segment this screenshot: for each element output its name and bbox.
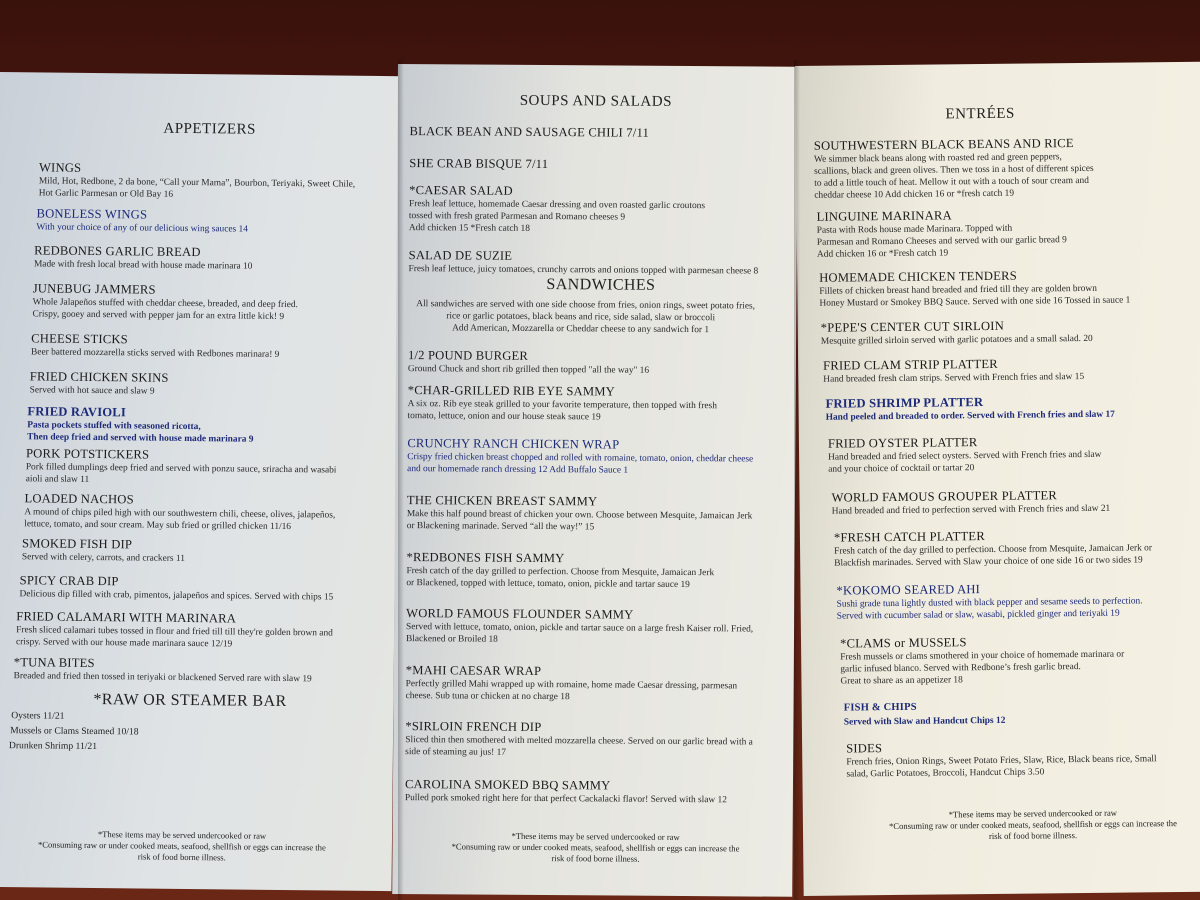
item-desc: Sushi grade tuna lightly dusted with black pepper and sesame seeds to perfection.: [836, 596, 1143, 610]
sandwiches-intro: Add American, Mozzarella or Cheddar cheese to any sandwich for 1: [452, 323, 710, 336]
raw-bar-title: *RAW OR STEAMER BAR: [93, 691, 287, 711]
item-desc: Add chicken 16 or *Fresh catch 19: [816, 248, 949, 260]
menu-item: [408, 347, 649, 377]
item-name: *CHAR-GRILLED RIB EYE SAMMY: [407, 383, 616, 399]
item-name: JUNEBUG JAMMERS: [32, 281, 156, 297]
item-desc: Delicious dip filled with crab, pimentos, jalapeños and spices. Served with chips 15: [19, 589, 334, 603]
item-desc: cheddar cheese 10 Add chicken 16 or *fresh catch 19: [814, 188, 1015, 201]
item-name: CRUNCHY RANCH CHICKEN WRAP: [407, 436, 620, 452]
item-desc: French fries, Onion Rings, Sweet Potato Fries, Slaw, Rice, Black beans rice, Small: [846, 754, 1157, 768]
footnote: [863, 807, 1200, 844]
item-desc: garlic infused blanco. Served with Redbone’s fresh garlic bread.: [840, 662, 1081, 675]
item-desc: and our homemade ranch dressing 12 Add Buffalo Sauce 1: [407, 464, 629, 476]
menu-item: [816, 206, 1066, 261]
item-desc: Pork filled dumplings deep fried and served with ponzu sauce, sriracha and wasabi: [25, 462, 337, 476]
footnote-line: *These items may be served undercooked or raw: [948, 807, 1117, 820]
item-desc: or Blackening marinade. Served “all the way!” 15: [406, 521, 595, 533]
item-desc: and your choice of cocktail or tartar 20: [828, 463, 975, 475]
item-desc: Served with hot sauce and slaw 9: [29, 385, 155, 397]
menu-item: [32, 280, 298, 323]
sandwiches-title: SANDWICHES: [546, 276, 656, 294]
menu-item: [408, 382, 718, 424]
item-desc: Great to share as an appetizer 18: [840, 675, 963, 687]
footnote: [410, 830, 780, 866]
menu-item: [406, 605, 753, 647]
item-desc: side of steaming au jus! 17: [405, 747, 506, 758]
item-desc: Made with fresh local bread with house made marinara 10: [33, 259, 253, 272]
item-desc: Served with Slaw and Handcut Chips 12: [843, 715, 1006, 728]
item-desc: Hand peeled and breaded to order. Served with French fries and slaw 17: [825, 409, 1115, 423]
item-name: SIDES: [846, 741, 883, 756]
footnote: [2, 828, 362, 865]
menu-item: [814, 135, 1094, 202]
item-desc: A mound of chips piled high with our southwestern chili, cheese, olives, jalapeños,: [24, 507, 336, 521]
menu-item: [14, 654, 312, 685]
item-desc: Fresh catch of the day grilled to perfection. Choose from Mesquite, Jamaican Jerk or: [834, 543, 1152, 557]
item-desc: Pasta pockets stuffed with seasoned ricotta,: [27, 420, 201, 433]
item-desc: Crispy fried chicken breast chopped and rolled with romaine, tomato, onion, cheddar cheese: [407, 452, 754, 465]
appetizers-title: APPETIZERS: [163, 120, 257, 138]
footnote-line: risk of food borne illness.: [988, 830, 1078, 842]
menu-item: [409, 155, 548, 172]
item-desc: Add chicken 15 *Fresh catch 18: [408, 223, 530, 234]
menu-item: [409, 247, 759, 277]
item-desc: A six oz. Rib eye steak grilled to your favorite temperature, then topped with fresh: [407, 399, 717, 412]
item-name: SHE CRAB BISQUE 7/11: [409, 156, 549, 172]
item-desc: Beer battered mozzarella sticks served with Redbones marinara! 9: [31, 347, 280, 360]
item-name: SMOKED FISH DIP: [21, 536, 133, 552]
menu-item: [840, 633, 1125, 688]
item-desc: scallions, black and green olives. Then we toss in a host of different spices: [814, 163, 1094, 177]
item-name: CHEESE STICKS: [31, 331, 128, 347]
soups-sandwiches-panel: [392, 64, 798, 897]
item-desc: Mild, Hot, Redbone, 2 da bone, “Call your Mama”, Bourbon, Teriyaki, Sweet Chile,: [38, 176, 356, 190]
menu-item: [834, 526, 1152, 569]
menu-item: [828, 433, 1102, 476]
footnote-line: *Consuming raw or under cooked meats, seafood, shellfish or eggs can increase the: [451, 841, 740, 854]
menu-item: [26, 445, 337, 488]
menu-item: [39, 159, 356, 202]
item-name: FRIED CALAMARI WITH MARINARA: [16, 609, 237, 626]
menu-item: [22, 535, 185, 565]
menu-item: [409, 123, 649, 141]
raw-bar-item: Oysters 11/21: [11, 710, 65, 722]
item-name: PORK POTSTICKERS: [25, 446, 150, 462]
item-name: BLACK BEAN AND SAUSAGE CHILI 7/11: [409, 124, 650, 140]
footnote-line: *Consuming raw or under cooked meats, seafood, shellfish or eggs can increase the: [37, 839, 326, 853]
menu-item: [844, 699, 1006, 729]
menu-item: [24, 490, 335, 533]
item-desc: Parmesan and Romano Cheeses and served with our garlic bread 9: [816, 235, 1067, 248]
entrees-title: ENTRÉES: [945, 105, 1015, 123]
item-desc: Breaded and fried then tossed in teriyaki or blackened Served rare with slaw 19: [13, 671, 312, 685]
menu-item: [823, 355, 1084, 386]
item-name: CAROLINA SMOKED BBQ SAMMY: [404, 777, 611, 793]
raw-bar-item: Mussels or Clams Steamed 10/18: [10, 725, 139, 738]
menu-item: [31, 330, 280, 361]
item-desc: lettuce, tomato, and sour cream. May sub fried or grilled chicken 11/16: [24, 519, 292, 533]
menu-item: [27, 403, 254, 445]
item-desc: aioli and slaw 11: [25, 474, 90, 485]
item-name: *REDBONES FISH SAMMY: [406, 550, 565, 566]
item-desc: Served with cucumber salad or slaw, wasabi, pickled ginger and teriyaki 19: [836, 608, 1120, 622]
item-desc: Served with lettuce, tomato, onion, pickle and tartar sauce on a large fresh Kaiser roll. Fried,: [406, 622, 754, 635]
item-name: FRIED OYSTER PLATTER: [827, 435, 978, 451]
menu-item: [19, 572, 333, 603]
item-name: SPICY CRAB DIP: [19, 573, 119, 589]
item-name: WORLD FAMOUS GROUPER PLATTER: [831, 488, 1058, 505]
appetizers-panel: [0, 72, 400, 891]
item-name: FRIED CLAM STRIP PLATTER: [823, 356, 998, 373]
item-desc: Pasta with Rods house made Marinara. Topped with: [816, 223, 1013, 236]
item-name: LOADED NACHOS: [24, 491, 134, 507]
menu-item: [825, 393, 1114, 424]
footnote-line: risk of food borne illness.: [551, 853, 640, 864]
item-name: HOMEMADE CHICKEN TENDERS: [819, 268, 1017, 285]
item-name: THE CHICKEN BREAST SAMMY: [406, 493, 598, 509]
item-desc: Make this half pound breast of chicken your own. Choose between Mesquite, Jamaican Jerk: [406, 509, 753, 522]
menu-item: [836, 579, 1142, 622]
item-name: *PEPE'S CENTER CUT SIRLOIN: [820, 318, 1005, 335]
menu-item: [407, 492, 753, 534]
item-desc: Ground Chuck and short rib grilled then topped "all the way" 16: [407, 364, 650, 376]
item-desc: Hand breaded and fried to perfection served with French fries and slaw 21: [831, 503, 1111, 517]
fold-shadow: [398, 60, 404, 900]
menu-item: [831, 487, 1110, 518]
sandwiches-intro: All sandwiches are served with one side choose from fries, onion rings, sweet potato fries,: [416, 299, 756, 312]
sandwiches-intro: rice or garlic potatoes, black beans and rice, side salad, slaw or broccoli: [446, 311, 716, 324]
item-name: WORLD FAMOUS FLOUNDER SAMMY: [406, 606, 634, 622]
item-desc: salad, Garlic Potatoes, Broccoli, Handcut Chips 3.50: [846, 767, 1045, 780]
item-desc: Fresh mussels or clams smothered in your choice of homemade marinara or: [840, 649, 1125, 663]
item-name: FRIED SHRIMP PLATTER: [825, 395, 984, 411]
menu-item: [409, 182, 705, 236]
menu-item: [405, 718, 753, 760]
menu-item: [405, 776, 727, 806]
item-desc: Fresh leaf lettuce, juicy tomatoes, crunchy carrots and onions topped with parmesan cheese 8: [408, 264, 759, 277]
item-name: *TUNA BITES: [13, 655, 95, 671]
item-desc: Honey Mustard or Smokey BBQ Sauce. Served with one side 16 Tossed in sauce 1: [819, 295, 1131, 309]
item-desc: Fresh catch of the day grilled to perfection. Choose from Mesquite, Jamaican Jerk: [406, 566, 715, 579]
item-name: BONELESS WINGS: [36, 206, 148, 222]
item-name: *KOKOMO SEARED AHI: [836, 582, 981, 598]
menu-item: [34, 242, 253, 272]
menu-item: [406, 549, 714, 591]
item-desc: Blackened or Broiled 18: [405, 634, 498, 645]
item-name: SALAD DE SUZIE: [408, 248, 513, 263]
footnote-line: *These items may be served undercooked or raw: [511, 830, 680, 842]
menu-item: [30, 368, 169, 397]
item-desc: or Blackened, topped with lettuce, tomato, onion, pickle and tartar sauce 19: [406, 578, 690, 591]
item-name: *CLAMS or MUSSELS: [839, 635, 967, 651]
menu-item: [407, 435, 753, 477]
item-name: *CAESAR SALAD: [409, 183, 513, 198]
menu-item: [406, 662, 738, 704]
item-name: REDBONES GARLIC BREAD: [34, 243, 201, 260]
item-desc: Fillets of chicken breast hand breaded and fried till they are golden brown: [819, 283, 1097, 297]
item-desc: to add a little touch of heat. Mellow it out with a touch of sour cream and: [814, 175, 1089, 189]
item-desc: Blackfish marinades. Served with Slaw your choice of one side 16 or two sides 19: [834, 555, 1143, 569]
item-desc: Whole Jalapeños stuffed with cheddar cheese, breaded, and deep fried.: [32, 297, 298, 311]
item-desc: Mesquite grilled sirloin served with garlic potatoes and a small salad. 20: [820, 333, 1093, 347]
item-name: *FRESH CATCH PLATTER: [833, 529, 985, 545]
item-desc: Served with celery, carrots, and crackers 11: [21, 552, 185, 564]
item-name: 1/2 POUND BURGER: [407, 348, 529, 363]
menu-item: [36, 205, 248, 235]
item-name: WINGS: [38, 160, 82, 175]
item-name: FISH & CHIPS: [843, 701, 917, 714]
item-desc: Crispy, gooey and served with pepper jam for an extra little kick! 9: [32, 309, 285, 322]
item-desc: Hot Garlic Parmesan or Old Bay 16: [38, 188, 174, 200]
item-desc: crispy. Served with our house made marinara sauce 12/19: [15, 637, 233, 650]
item-desc: Then deep fried and served with house made marinara 9: [27, 432, 254, 445]
item-desc: Hand breaded fresh clam strips. Served with French fries and slaw 15: [823, 371, 1085, 385]
entrees-panel: [795, 62, 1200, 896]
item-name: FRIED CHICKEN SKINS: [29, 369, 169, 385]
item-desc: tossed with fresh grated Parmesan and Romano cheeses 9: [408, 211, 626, 223]
fold-shadow: [794, 60, 800, 900]
item-desc: Perfectly grilled Mahi wrapped up with romaine, home made Caesar dressing, parmesan: [405, 679, 738, 692]
menu-item: [846, 737, 1157, 780]
menu-item: [16, 608, 333, 651]
footnote-line: *These items may be served undercooked or raw: [97, 829, 267, 841]
item-desc: Fresh leaf lettuce, homemade Caesar dressing and oven roasted garlic croutons: [408, 199, 706, 212]
item-name: *SIRLOIN FRENCH DIP: [405, 719, 542, 735]
footnote-line: risk of food borne illness.: [137, 851, 226, 863]
raw-bar-item: Drunken Shrimp 11/21: [8, 740, 98, 753]
menu-item: [821, 317, 1093, 348]
item-name: LINGUINE MARINARA: [816, 208, 952, 224]
item-desc: Hand breaded and fried select oysters. Served with French fries and slaw: [828, 449, 1102, 463]
footnote-line: *Consuming raw or under cooked meats, seafood, shellfish or eggs can increase the: [889, 818, 1177, 832]
item-desc: Sliced thin then smothered with melted mozzarella cheese. Served on our garlic bread with a: [405, 735, 753, 748]
item-desc: cheese. Sub tuna or chicken at no charge 18: [405, 691, 570, 703]
item-name: FRIED RAVIOLI: [27, 404, 127, 420]
item-desc: Fresh sliced calamari tubes tossed in flour and fried till till they're golden brown and: [16, 625, 333, 639]
item-name: *MAHI CAESAR WRAP: [405, 663, 542, 679]
menu-item: [819, 267, 1130, 310]
item-name: SOUTHWESTERN BLACK BEANS AND RICE: [813, 136, 1074, 153]
item-desc: With your choice of any of our delicious wing sauces 14: [36, 222, 248, 235]
soups-title: SOUPS AND SALADS: [519, 92, 673, 110]
item-desc: Pulled pork smoked right here for that perfect Cackalacki flavor! Served with slaw 12: [404, 793, 727, 806]
item-desc: We simmer black beans along with roasted red and green peppers,: [813, 152, 1062, 165]
item-desc: tomato, lettuce, onion and our house steak sauce 19: [407, 411, 601, 423]
